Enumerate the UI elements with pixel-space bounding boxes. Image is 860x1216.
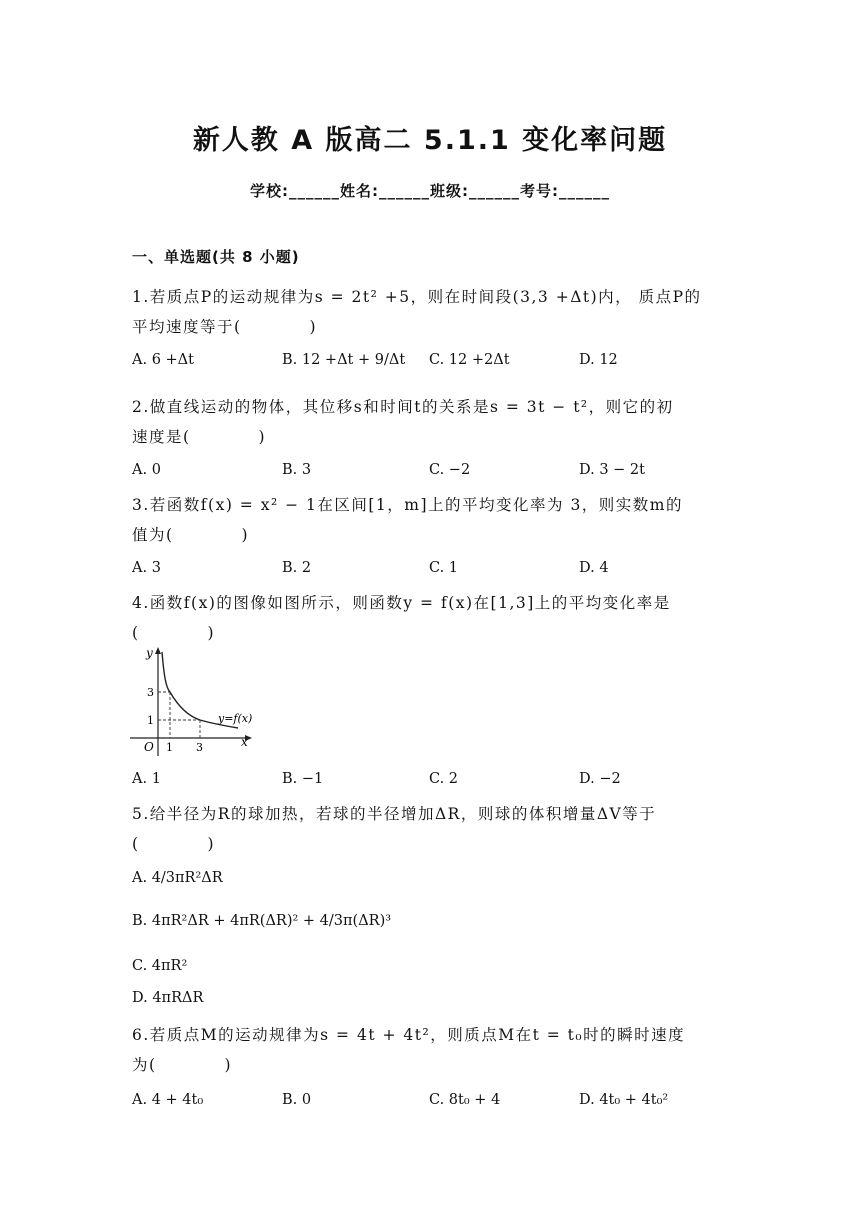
question-5 <box>132 799 732 859</box>
option-d: D. 12 <box>579 352 618 368</box>
question-6-line-1: 6.若质点M的运动规律为s = 4t + 4t²，则质点M在t = t₀时的瞬时速度 <box>132 1026 686 1044</box>
curve-label: y=f(x) <box>218 712 253 725</box>
question-1-line-2: 平均速度等于( ) <box>132 318 318 336</box>
question-5-line-2: ( ) <box>132 835 216 853</box>
option-b: B. 3 <box>282 462 312 478</box>
question-1 <box>132 282 732 342</box>
y-axis-arrow <box>155 647 161 654</box>
y-axis-label: y <box>146 646 153 660</box>
option-b: B. −1 <box>282 771 324 787</box>
question-5-option-c: C. 4πR² <box>132 958 188 974</box>
option-a: A. 1 <box>132 771 161 787</box>
option-d: D. 3 − 2t <box>579 462 645 478</box>
option-c: C. −2 <box>429 462 471 478</box>
x-tick-1: 1 <box>166 741 173 754</box>
document-title: 新人教 A 版高二 5.1.1 变化率问题 <box>192 125 668 156</box>
question-2-line-1: 2.做直线运动的物体，其位移s和时间t的关系是s = 3t − t²，则它的初 <box>132 398 674 416</box>
option-a: A. 4 + 4t₀ <box>132 1092 204 1108</box>
option-b: B. 2 <box>282 560 312 576</box>
x-tick-3: 3 <box>196 741 203 754</box>
y-tick-3: 3 <box>147 686 154 699</box>
option-b: B. 12 +Δt + 9/Δt <box>282 352 406 368</box>
function-graph-figure <box>126 640 258 760</box>
question-3-line-1: 3.若函数f(x) = x² − 1在区间[1，m]上的平均变化率为 3，则实数m的 <box>132 496 684 514</box>
x-axis-label: x <box>241 735 248 749</box>
section-heading: 一、单选题(共 8 小题) <box>132 248 300 266</box>
option-c: C. 12 +2Δt <box>429 352 510 368</box>
question-3-line-2: 值为( ) <box>132 526 250 544</box>
question-5-option-d: D. 4πRΔR <box>132 990 204 1006</box>
question-1-line-1: 1.若质点P的运动规律为s = 2t² +5，则在时间段(3,3 +Δt)内， 质点P的 <box>132 288 702 306</box>
origin-label: O <box>144 740 154 754</box>
question-6-options <box>132 1092 732 1116</box>
option-a: A. 6 +Δt <box>132 352 194 368</box>
question-3 <box>132 490 732 550</box>
question-4 <box>132 588 732 648</box>
option-c: C. 2 <box>429 771 459 787</box>
option-d: D. −2 <box>579 771 621 787</box>
question-2-options <box>132 462 732 486</box>
option-d: D. 4 <box>579 560 609 576</box>
question-3-options <box>132 560 732 584</box>
question-4-line-1: 4.函数f(x)的图像如图所示，则函数y = f(x)在[1,3]上的平均变化率是 <box>132 594 671 612</box>
question-5-option-a: A. 4/3πR²ΔR <box>132 870 223 886</box>
question-1-options <box>132 352 732 376</box>
y-tick-1: 1 <box>147 714 154 727</box>
question-5-option-b: B. 4πR²ΔR + 4πR(ΔR)² + 4/3π(ΔR)³ <box>132 913 392 929</box>
option-c: C. 1 <box>429 560 459 576</box>
question-4-line-2: ( ) <box>132 624 216 642</box>
option-c: C. 8t₀ + 4 <box>429 1092 501 1108</box>
question-4-options <box>132 771 732 795</box>
option-a: A. 0 <box>132 462 161 478</box>
question-5-line-1: 5.给半径为R的球加热，若球的半径增加ΔR，则球的体积增量ΔV等于 <box>132 805 657 823</box>
option-d: D. 4t₀ + 4t₀² <box>579 1092 669 1108</box>
option-b: B. 0 <box>282 1092 312 1108</box>
option-a: A. 3 <box>132 560 161 576</box>
question-2-line-2: 速度是( ) <box>132 428 267 446</box>
student-info-line: 学校:______姓名:______班级:______考号:______ <box>250 182 610 200</box>
question-6-line-2: 为( ) <box>132 1056 233 1074</box>
question-6 <box>132 1020 732 1080</box>
question-2 <box>132 392 732 452</box>
